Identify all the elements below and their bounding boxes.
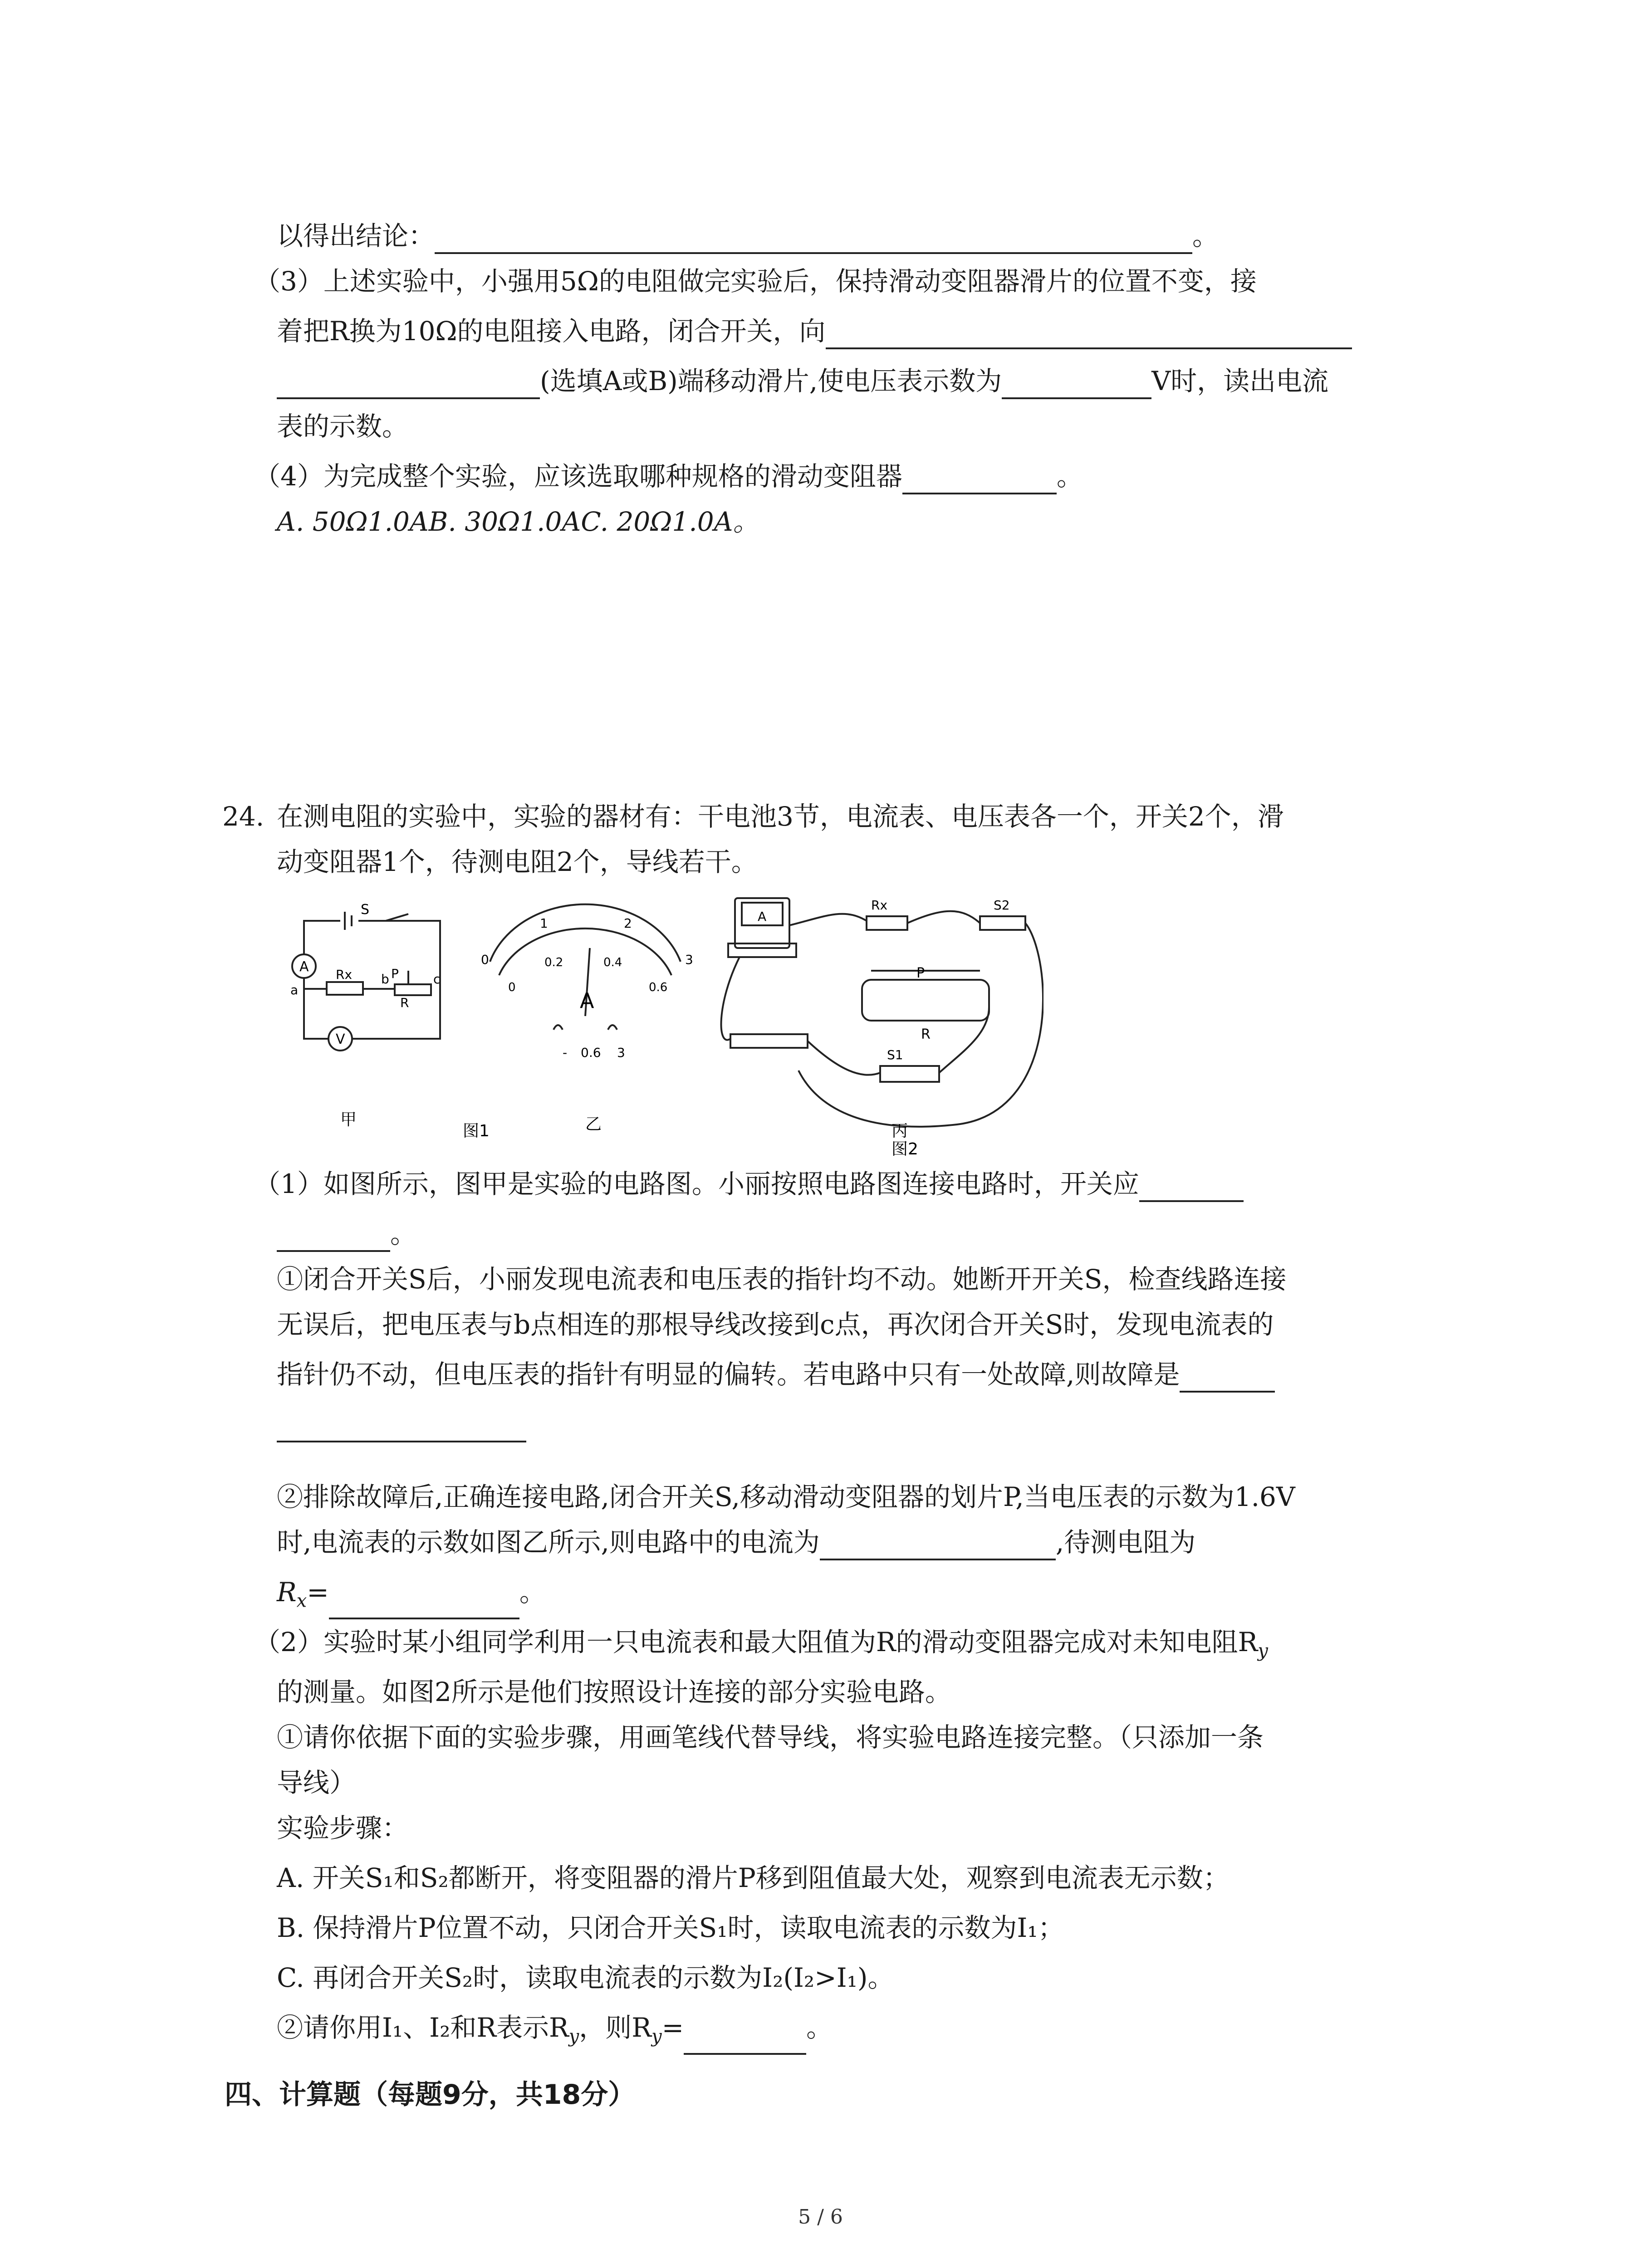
p-label: P (391, 966, 399, 981)
q23-part4-line: （4）为完成整个实验，应该选取哪种规格的滑动变阻器 。 (254, 458, 1083, 494)
answer-blank[interactable] (820, 1530, 1056, 1560)
part1-line7: 时,电流表的示数如图乙所示,则电路中的电流为 ,待测电阻为 (277, 1524, 1195, 1560)
step-b: B. 保持滑片P位置不动，只闭合开关S₁时，读取电流表的示数为I₁； (277, 1912, 1064, 1943)
answer-blank[interactable] (277, 1222, 390, 1252)
scale-0: 0 (481, 952, 489, 967)
part2-line5: 实验步骤： (277, 1813, 409, 1843)
step-a: A. 开关S₁和S₂都断开，将变阻器的滑片P移到阻值最大处，观察到电流表无示数； (277, 1862, 1230, 1893)
scale-1: 1 (540, 916, 548, 931)
rx-device-label: Rx (871, 898, 888, 913)
q23-part3-line3: (选填A或B)端移动滑片,使电压表示数为 V时，读出电流 (277, 363, 1328, 399)
scale-00: 0 (508, 981, 516, 994)
scale-3: 3 (685, 952, 693, 967)
part2-final-line: ②请你用I₁、I₂和R表示$R_y$，则$R_y=$ 。 (277, 2009, 833, 2055)
ammeter-symbol: A (299, 959, 309, 975)
part1-line8: $R_x=$ 。 (277, 1574, 546, 1619)
answer-blank[interactable] (684, 2025, 806, 2055)
part2-line2: 的测量。如图2所示是他们按照设计连接的部分实验电路。 (277, 1677, 951, 1707)
terminal-06: 0.6 (581, 1045, 601, 1060)
scale-02: 0.2 (544, 956, 563, 969)
step-c: C. 再闭合开关S₂时，读取电流表的示数为I₂(I₂>I₁)。 (277, 1962, 894, 1993)
part1-line6: ②排除故障后,正确连接电路,闭合开关S,移动滑动变阻器的划片P,当电压表的示数为1.6V (277, 1481, 1295, 1512)
answer-blank[interactable] (435, 224, 1192, 254)
scale-06: 0.6 (649, 981, 668, 994)
terminal-3: 3 (617, 1045, 625, 1060)
caption-fig1: 图1 (463, 1122, 490, 1140)
part1-line4: 无误后，把电压表与b点相连的那根导线改接到c点，再次闭合开关S时，发现电流表的 (277, 1309, 1274, 1340)
terminal-minus: - (563, 1045, 568, 1060)
part2-line1: （2）实验时某小组同学利用一只电流表和最大阻值为R的滑动变阻器完成对未知电阻$R_y$ (254, 1627, 1268, 1662)
answer-blank[interactable] (902, 464, 1057, 494)
answer-blank[interactable] (1139, 1172, 1244, 1202)
caption-jia: 甲 (340, 1110, 357, 1129)
part1-line5: 指针仍不动，但电压表的指针有明显的偏转。若电路中只有一处故障,则故障是 (277, 1356, 1275, 1393)
circuit-diagram-jia (292, 912, 440, 1051)
scale-2: 2 (624, 916, 632, 931)
part1-line3: ①闭合开关S后，小丽发现电流表和电压表的指针均不动。她断开开关S，检查线路连接 (277, 1264, 1287, 1295)
caption-bing: 丙 (892, 1122, 908, 1140)
q23-options: A. 50Ω1.0AB. 30Ω1.0AC. 20Ω1.0A。 (277, 506, 759, 537)
physical-circuit-bing (721, 898, 1043, 1127)
rheostat-r-label: R (921, 1026, 931, 1042)
rx-label: Rx (336, 967, 353, 982)
answer-blank[interactable] (1002, 369, 1151, 399)
slider-p-label: P (916, 965, 925, 981)
q23-part3-line1: （3）上述实验中，小强用5Ω的电阻做完实验后，保持滑动变阻器滑片的位置不变，接 (254, 266, 1257, 297)
meter-a-label: A (758, 909, 767, 924)
answer-blank[interactable] (329, 1589, 519, 1619)
s2-label: S2 (994, 898, 1010, 913)
part1-blank-line (277, 1406, 526, 1442)
s1-label: S1 (887, 1047, 903, 1062)
part1-line2: 。 (277, 1216, 416, 1252)
q24-stem-line1: 在测电阻的实验中，实验的器材有：干电池3节，电流表、电压表各一个，开关2个，滑 (277, 801, 1284, 832)
q23-part3-line4: 表的示数。 (277, 411, 409, 442)
caption-fig2: 图2 (892, 1140, 918, 1158)
r-label: R (400, 995, 409, 1010)
answer-blank[interactable] (277, 369, 540, 399)
q23-part3-line2: 着把R换为10Ω的电阻接入电路，闭合开关，向 (277, 313, 1352, 349)
caption-yi: 乙 (585, 1115, 602, 1134)
part2-line4: 导线） (277, 1767, 356, 1798)
scale-04: 0.4 (603, 956, 622, 969)
switch-label-s: S (361, 902, 370, 918)
q24-stem-line2: 动变阻器1个，待测电阻2个，导线若干。 (277, 846, 758, 877)
point-c-label: c (433, 972, 441, 987)
point-a-label: a (290, 982, 299, 997)
answer-blank[interactable] (1180, 1363, 1275, 1393)
conclusion-line: 以得出结论： 。 (277, 218, 1219, 254)
question-number: 24. (222, 801, 265, 832)
voltmeter-symbol: V (336, 1031, 345, 1047)
dial-unit-a: A (580, 988, 594, 1013)
page-number: 5 / 6 (798, 2205, 843, 2229)
point-b-label: b (381, 972, 389, 987)
part1-line1: （1）如图所示，图甲是实验的电路图。小丽按照电路图连接电路时，开关应 (254, 1166, 1244, 1202)
answer-blank[interactable] (826, 319, 1352, 349)
answer-blank[interactable] (277, 1413, 526, 1442)
figure-1-2 (272, 889, 1043, 1161)
part2-line3: ①请你依据下面的实验步骤，用画笔线代替导线，将实验电路连接完整。（只添加一条 (277, 1722, 1264, 1753)
section-heading: 四、计算题（每题9分，共18分） (225, 2079, 636, 2111)
